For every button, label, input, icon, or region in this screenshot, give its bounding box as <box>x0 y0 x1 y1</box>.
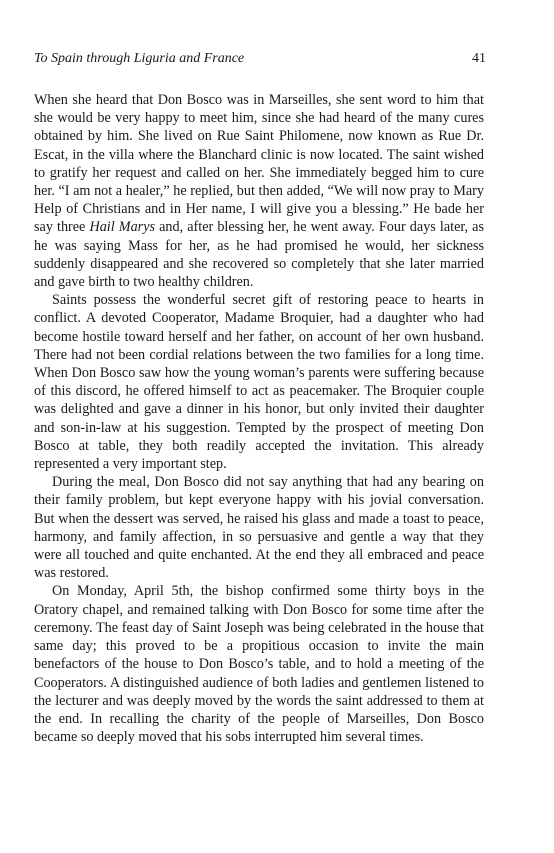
paragraph-4: On Monday, April 5th, the bishop confirmed some thirty boys in the Oratory chapel, and remained talking with Don Bosco for some time after the ceremony. The feast day of Saint Joseph was being celebrated in the house that same day; this proved to be a propitious occasion to invite the main benefactors of the house to Don Bosco’s table, and to hold a meeting of the Cooperators. A distinguished audience of both ladies and gentlemen listened to the lecturer and was deeply moved by the words the saint addressed to them at the end. In recalling the charity of the people of Marseilles, Don Bosco became so deeply moved that his sobs interrupted him several times. <box>34 583 484 746</box>
running-title: To Spain through Liguria and France <box>34 51 245 66</box>
paragraph-2: Saints possess the wonderful secret gift of restoring peace to hearts in conflict. A devoted Cooperator, Madame Broquier, had a daughter who had become hostile toward herself and her father, on account of her own husband. There had not been cordial relations between the two families for a long time. When Don Bosco saw how the young woman’s parents were suffering because of this discord, he offered himself to act as peacemaker. The Broquier couple was delighted and gave a dinner in his honor, but only invited their daughter and son-in-law at his suggestion. Tempted by the prospect of meeting Don Bosco at table, they both readily accepted the invitation. This already represented a very important step. <box>34 292 484 473</box>
paragraph-1-italic-phrase: Hail Marys <box>89 219 156 236</box>
running-head <box>34 51 486 67</box>
page-number: 41 <box>472 51 486 66</box>
paragraph-1-text-b: and, after blessing her, he went away. Four days later, as he was saying Mass for her, as he had promised he would, her sickness suddenly disappeared and she recovered so completely that she later married and gave birth to two healthy children. <box>34 219 484 291</box>
paragraph-3: During the meal, Don Bosco did not say anything that had any bearing on their family problem, but kept everyone happy with his jovial conversation. But when the dessert was served, he raised his glass and made a toast to peace, harmony, and family affection, in so persuasive and gentle a way that they were all touched and quite enchanted. At the end they all embraced and peace was restored. <box>34 474 484 582</box>
paragraph-1 <box>34 91 484 291</box>
body-text <box>34 91 484 746</box>
paragraph-1-text-a: When she heard that Don Bosco was in Marseilles, she sent word to him that she would be very happy to meet him, since she had heard of the many cures obtained by him. She lived on Rue Saint Philomene, now known as Rue Dr. Escat, in the villa where the Blanchard clinic is now located. The saint wished to gratify her request and called on her. She immediately begged him to cure her. “I am not a healer,” he replied, but then added, “We will now pray to Mary Help of Christians and in Her name, I will give you a blessing.” He bade her say three <box>34 92 484 236</box>
